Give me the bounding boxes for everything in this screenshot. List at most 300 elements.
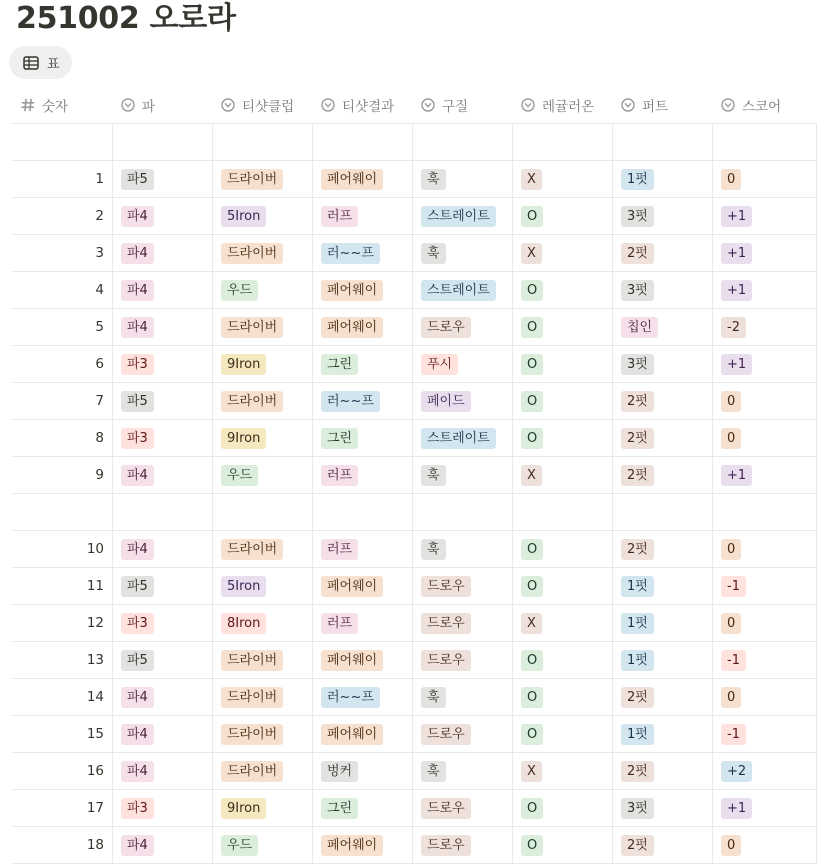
cell-putt[interactable] [612,198,712,234]
cell-tee-club[interactable] [212,605,312,641]
number-value: 11 [86,578,104,594]
cell-score[interactable] [712,383,817,419]
number-value: 1 [95,171,104,187]
cell-regulation[interactable] [512,457,612,493]
select-icon [120,97,136,113]
column-header-par[interactable] [112,87,212,123]
cell-tee-club[interactable] [212,679,312,715]
cell-shape[interactable] [412,124,512,160]
select-tag: 파3 [121,613,154,634]
cell-num[interactable] [12,827,112,863]
select-tag: 드라이버 [221,539,283,560]
select-tag: O [521,576,543,597]
cell-par[interactable] [112,753,212,789]
select-tag: 2펏 [621,687,654,708]
cell-tee-club[interactable] [212,235,312,271]
cell-shape[interactable] [412,494,512,530]
column-header-label: 구질 [442,99,469,115]
cell-putt[interactable] [612,568,712,604]
cell-num[interactable] [12,568,112,604]
cell-score[interactable] [712,531,817,567]
cell-tee-result[interactable] [312,272,412,308]
select-tag: 러프 [321,206,358,227]
cell-score[interactable] [712,309,817,345]
select-tag: 파3 [121,428,154,449]
cell-tee-club[interactable] [212,457,312,493]
select-tag: 페어웨이 [321,835,383,856]
cell-par[interactable] [112,716,212,752]
cell-par[interactable] [112,198,212,234]
table-row[interactable] [12,605,817,642]
table-icon [23,56,39,70]
cell-num[interactable] [12,272,112,308]
column-header-regulation[interactable] [512,87,612,123]
table-header [12,87,817,124]
table-row[interactable] [12,568,817,605]
select-tag: 훅 [421,761,446,782]
table-row-empty[interactable] [12,124,817,161]
cell-shape[interactable] [412,161,512,197]
select-tag: O [521,280,543,301]
cell-putt[interactable] [612,161,712,197]
select-tag: 러~~프 [321,687,380,708]
cell-score[interactable] [712,346,817,382]
cell-par[interactable] [112,272,212,308]
select-tag: 스트레이트 [421,280,496,301]
select-tag: 스트레이트 [421,206,496,227]
cell-tee-club[interactable] [212,272,312,308]
number-value: 12 [86,615,104,631]
select-tag: 0 [721,687,741,708]
select-tag: X [521,613,542,634]
cell-regulation[interactable] [512,272,612,308]
select-tag: O [521,539,543,560]
cell-par[interactable] [112,531,212,567]
cell-score[interactable] [712,753,817,789]
cell-num[interactable] [12,605,112,641]
cell-shape[interactable] [412,716,512,752]
select-tag: 러프 [321,539,358,560]
cell-score[interactable] [712,642,817,678]
number-value: 8 [95,430,104,446]
select-tag: +1 [721,798,752,819]
table-row[interactable] [12,198,817,235]
cell-regulation[interactable] [512,420,612,456]
cell-regulation[interactable] [512,679,612,715]
cell-tee-result[interactable] [312,642,412,678]
cell-tee-result[interactable] [312,420,412,456]
select-tag: -1 [721,576,746,597]
select-tag: 페어웨이 [321,650,383,671]
cell-score[interactable] [712,716,817,752]
cell-putt[interactable] [612,494,712,530]
cell-tee-club[interactable] [212,420,312,456]
cell-shape[interactable] [412,346,512,382]
select-tag: 페어웨이 [321,576,383,597]
cell-putt[interactable] [612,124,712,160]
cell-par[interactable] [112,420,212,456]
cell-tee-result[interactable] [312,827,412,863]
cell-shape[interactable] [412,235,512,271]
table-row[interactable] [12,827,817,864]
table-row-empty[interactable] [12,494,817,531]
cell-num[interactable] [12,790,112,826]
cell-tee-club[interactable] [212,494,312,530]
cell-putt[interactable] [612,827,712,863]
cell-regulation[interactable] [512,346,612,382]
cell-tee-club[interactable] [212,346,312,382]
select-tag: 파3 [121,354,154,375]
cell-regulation[interactable] [512,494,612,530]
select-tag: 드라이버 [221,650,283,671]
cell-score[interactable] [712,124,817,160]
cell-score[interactable] [712,605,817,641]
column-header-label: 레귤러온 [542,99,595,115]
number-value: 18 [86,837,104,853]
number-value: 9 [95,467,104,483]
table-row[interactable] [12,642,817,679]
cell-tee-club[interactable] [212,827,312,863]
select-tag: 파5 [121,576,154,597]
cell-tee-result[interactable] [312,716,412,752]
select-tag: 드라이버 [221,169,283,190]
cell-tee-club[interactable] [212,790,312,826]
view-tab-table[interactable] [9,46,72,79]
cell-regulation[interactable] [512,531,612,567]
cell-tee-result[interactable] [312,235,412,271]
select-tag: 드라이버 [221,761,283,782]
select-tag: 파4 [121,280,154,301]
cell-par[interactable] [112,642,212,678]
cell-tee-result[interactable] [312,457,412,493]
select-tag: 그린 [321,354,358,375]
cell-shape[interactable] [412,642,512,678]
select-tag: X [521,465,542,486]
table-row[interactable] [12,753,817,790]
cell-tee-club[interactable] [212,716,312,752]
cell-shape[interactable] [412,531,512,567]
cell-tee-club[interactable] [212,568,312,604]
select-tag: 페어웨이 [321,317,383,338]
database-table [12,87,817,864]
select-tag: 0 [721,391,741,412]
cell-regulation[interactable] [512,642,612,678]
number-value: 7 [95,393,104,409]
cell-tee-club[interactable] [212,753,312,789]
cell-putt[interactable] [612,346,712,382]
table-row[interactable] [12,420,817,457]
cell-putt[interactable] [612,235,712,271]
select-tag: 9Iron [221,798,266,819]
cell-shape[interactable] [412,457,512,493]
cell-score[interactable] [712,790,817,826]
cell-putt[interactable] [612,605,712,641]
cell-shape[interactable] [412,790,512,826]
cell-putt[interactable] [612,753,712,789]
cell-putt[interactable] [612,716,712,752]
select-tag: 스트레이트 [421,428,496,449]
cell-num[interactable] [12,531,112,567]
table-row[interactable] [12,790,817,827]
select-tag: 페어웨이 [321,724,383,745]
cell-num[interactable] [12,124,112,160]
cell-score[interactable] [712,235,817,271]
number-value: 3 [95,245,104,261]
select-tag: 파4 [121,243,154,264]
table-row[interactable] [12,383,817,420]
cell-putt[interactable] [612,642,712,678]
select-tag: X [521,243,542,264]
select-tag: 드로우 [421,613,471,634]
cell-shape[interactable] [412,753,512,789]
cell-shape[interactable] [412,272,512,308]
cell-num[interactable] [12,753,112,789]
cell-par[interactable] [112,124,212,160]
select-tag: 파4 [121,465,154,486]
cell-regulation[interactable] [512,753,612,789]
cell-score[interactable] [712,457,817,493]
table-row[interactable] [12,309,817,346]
select-tag: +1 [721,280,752,301]
select-tag: -2 [721,317,746,338]
cell-shape[interactable] [412,568,512,604]
select-tag: 드로우 [421,317,471,338]
select-tag: 훅 [421,465,446,486]
cell-shape[interactable] [412,420,512,456]
cell-par[interactable] [112,827,212,863]
cell-num[interactable] [12,494,112,530]
table-row[interactable] [12,235,817,272]
cell-regulation[interactable] [512,309,612,345]
cell-shape[interactable] [412,827,512,863]
number-value: 15 [86,726,104,742]
table-row[interactable] [12,457,817,494]
select-tag: 파4 [121,761,154,782]
select-tag: 5Iron [221,576,266,597]
page-title: 251002 오로라 [16,1,236,36]
select-tag: 페이드 [421,391,471,412]
cell-score[interactable] [712,679,817,715]
cell-par[interactable] [112,568,212,604]
table-row[interactable] [12,679,817,716]
cell-tee-result[interactable] [312,605,412,641]
number-value: 16 [86,763,104,779]
select-tag: 3펏 [621,798,654,819]
cell-score[interactable] [712,827,817,863]
select-tag: 드로우 [421,835,471,856]
cell-score[interactable] [712,568,817,604]
select-tag: 러프 [321,613,358,634]
cell-regulation[interactable] [512,383,612,419]
select-tag: 페어웨이 [321,169,383,190]
table-row[interactable] [12,346,817,383]
select-tag: 0 [721,539,741,560]
cell-par[interactable] [112,457,212,493]
cell-score[interactable] [712,161,817,197]
select-tag: O [521,687,543,708]
cell-putt[interactable] [612,272,712,308]
cell-putt[interactable] [612,383,712,419]
select-tag: 벙커 [321,761,358,782]
select-tag: O [521,317,543,338]
select-tag: 훅 [421,539,446,560]
table-row[interactable] [12,161,817,198]
cell-tee-result[interactable] [312,790,412,826]
cell-shape[interactable] [412,605,512,641]
select-tag: 1펏 [621,169,654,190]
cell-shape[interactable] [412,383,512,419]
column-header-label: 스코어 [742,99,782,115]
select-tag: 2펏 [621,539,654,560]
select-icon [520,97,536,113]
cell-num[interactable] [12,161,112,197]
select-tag: 1펏 [621,650,654,671]
cell-tee-result[interactable] [312,531,412,567]
select-tag: 2펏 [621,465,654,486]
cell-score[interactable] [712,272,817,308]
number-value: 13 [86,652,104,668]
select-tag: 1펏 [621,724,654,745]
select-tag: 1펏 [621,613,654,634]
cell-num[interactable] [12,235,112,271]
cell-putt[interactable] [612,457,712,493]
cell-par[interactable] [112,346,212,382]
cell-tee-club[interactable] [212,383,312,419]
cell-shape[interactable] [412,198,512,234]
cell-regulation[interactable] [512,124,612,160]
select-icon [420,97,436,113]
select-tag: 파4 [121,539,154,560]
column-header-label: 파 [142,99,156,115]
column-header-tee-club[interactable] [212,87,312,123]
cell-par[interactable] [112,161,212,197]
cell-tee-result[interactable] [312,124,412,160]
cell-putt[interactable] [612,790,712,826]
select-tag: 3펏 [621,206,654,227]
select-icon [620,97,636,113]
cell-tee-result[interactable] [312,346,412,382]
cell-tee-result[interactable] [312,679,412,715]
select-tag: +1 [721,206,752,227]
column-header-putt[interactable] [612,87,712,123]
cell-score[interactable] [712,420,817,456]
cell-regulation[interactable] [512,161,612,197]
cell-par[interactable] [112,790,212,826]
cell-num[interactable] [12,716,112,752]
select-tag: +1 [721,243,752,264]
cell-num[interactable] [12,383,112,419]
cell-par[interactable] [112,679,212,715]
column-header-num[interactable] [12,87,112,123]
select-tag: 5Iron [221,206,266,227]
cell-regulation[interactable] [512,827,612,863]
cell-par[interactable] [112,494,212,530]
cell-shape[interactable] [412,309,512,345]
column-header-tee-result[interactable] [312,87,412,123]
cell-score[interactable] [712,494,817,530]
column-header-score[interactable] [712,87,817,123]
cell-tee-club[interactable] [212,531,312,567]
select-tag: O [521,835,543,856]
table-row[interactable] [12,716,817,753]
cell-tee-result[interactable] [312,161,412,197]
select-tag: 페어웨이 [321,280,383,301]
select-tag: 0 [721,835,741,856]
cell-tee-result[interactable] [312,494,412,530]
select-tag: 파4 [121,724,154,745]
select-tag: 우드 [221,465,258,486]
cell-num[interactable] [12,457,112,493]
cell-score[interactable] [712,198,817,234]
select-tag: 2펏 [621,761,654,782]
cell-putt[interactable] [612,531,712,567]
cell-num[interactable] [12,642,112,678]
cell-regulation[interactable] [512,568,612,604]
select-tag: 2펏 [621,428,654,449]
select-tag: 2펏 [621,391,654,412]
select-tag: 러~~프 [321,391,380,412]
cell-par[interactable] [112,383,212,419]
select-tag: 파5 [121,169,154,190]
select-tag: 파4 [121,206,154,227]
select-tag: 0 [721,169,741,190]
cell-putt[interactable] [612,309,712,345]
cell-regulation[interactable] [512,198,612,234]
cell-num[interactable] [12,679,112,715]
cell-tee-result[interactable] [312,198,412,234]
table-row[interactable] [12,272,817,309]
cell-putt[interactable] [612,420,712,456]
column-header-shape[interactable] [412,87,512,123]
cell-num[interactable] [12,420,112,456]
select-tag: -1 [721,650,746,671]
cell-num[interactable] [12,198,112,234]
cell-tee-result[interactable] [312,383,412,419]
column-header-label: 티샷클럽 [242,99,295,115]
select-tag: X [521,169,542,190]
select-tag: 파5 [121,650,154,671]
cell-tee-club[interactable] [212,124,312,160]
cell-par[interactable] [112,309,212,345]
cell-regulation[interactable] [512,716,612,752]
cell-par[interactable] [112,605,212,641]
cell-regulation[interactable] [512,235,612,271]
cell-tee-result[interactable] [312,568,412,604]
cell-regulation[interactable] [512,605,612,641]
cell-num[interactable] [12,346,112,382]
select-tag: 훅 [421,243,446,264]
cell-putt[interactable] [612,679,712,715]
select-tag: 2펏 [621,835,654,856]
table-row[interactable] [12,531,817,568]
cell-regulation[interactable] [512,790,612,826]
cell-tee-club[interactable] [212,642,312,678]
select-tag: 드로우 [421,724,471,745]
cell-par[interactable] [112,235,212,271]
cell-shape[interactable] [412,679,512,715]
column-header-label: 티샷결과 [342,99,395,115]
cell-tee-result[interactable] [312,309,412,345]
cell-tee-club[interactable] [212,198,312,234]
select-icon [220,97,236,113]
cell-tee-club[interactable] [212,161,312,197]
select-tag: 8Iron [221,613,266,634]
cell-tee-result[interactable] [312,753,412,789]
cell-num[interactable] [12,309,112,345]
cell-tee-club[interactable] [212,309,312,345]
select-tag: 우드 [221,280,258,301]
select-tag: 훅 [421,169,446,190]
